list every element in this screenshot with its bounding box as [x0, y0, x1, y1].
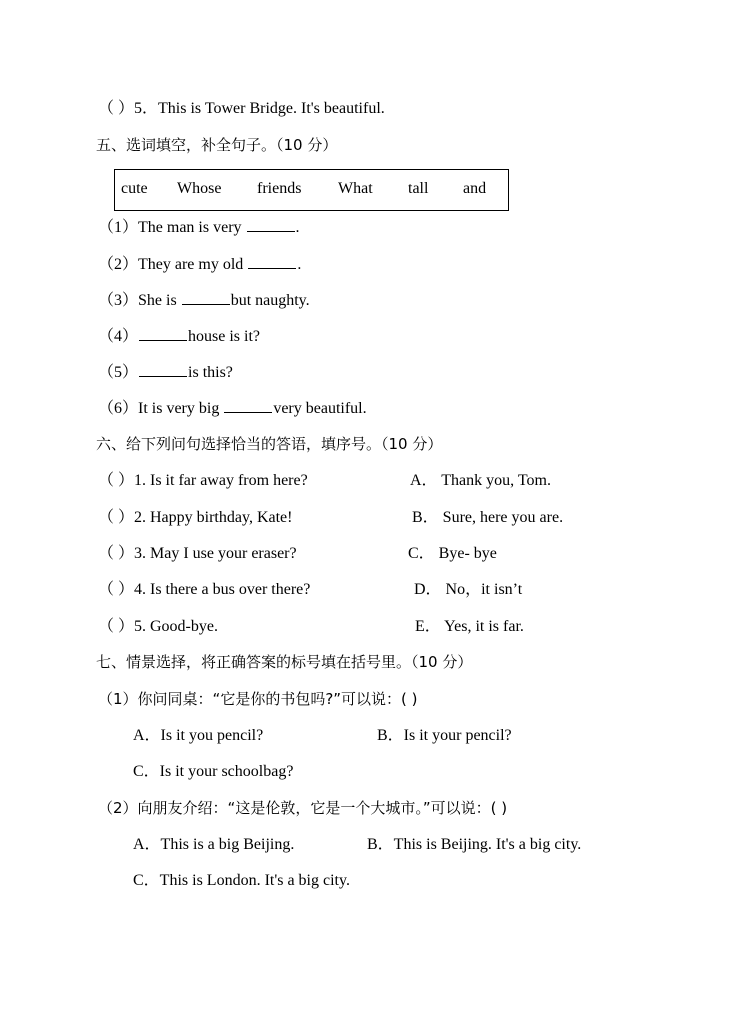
q4-item-5: （ ）5．This is Tower Bridge. It's beautiful.: [98, 100, 385, 117]
fill-item-3: （3）She is but naughty.: [98, 292, 310, 309]
section-7-title: 七、情景选择，将正确答案的标号填在括号里。（10 分）: [96, 653, 473, 671]
answer-blank[interactable]: [182, 290, 230, 305]
scenario-2-option-b: B．This is Beijing. It's a big city.: [367, 836, 582, 853]
word-bank-box: [114, 169, 509, 211]
fill-item-1: （1）The man is very .: [98, 219, 300, 236]
section-6-title: 六、给下列问句选择恰当的答语，填序号。（10 分）: [96, 435, 443, 453]
scenario-1-option-b: B．Is it your pencil?: [377, 727, 512, 744]
scenario-1-prompt: （1）你问同桌：“它是你的书包吗?”可以说：( ): [98, 690, 418, 708]
match-question-5: （ ）5. Good-bye.: [98, 618, 218, 635]
answer-blank[interactable]: [248, 254, 296, 269]
word-bank-word: and: [463, 180, 487, 197]
fill-item-2: （2）They are my old .: [98, 256, 302, 273]
answer-blank[interactable]: [224, 398, 272, 413]
scenario-1-option-c: C．Is it your schoolbag?: [133, 763, 294, 780]
match-question-1: （ ）1. Is it far away from here?: [98, 472, 308, 489]
scenario-2-option-c: C．This is London. It's a big city.: [133, 872, 350, 889]
word-bank-word: cute: [121, 180, 148, 197]
answer-blank[interactable]: [247, 217, 295, 232]
word-bank-word: Whose: [177, 180, 222, 197]
answer-blank[interactable]: [139, 362, 187, 377]
word-bank-word: tall: [408, 180, 429, 197]
answer-blank[interactable]: [139, 326, 187, 341]
section-5-title: 五、选词填空，补全句子。（10 分）: [96, 136, 338, 154]
match-answer-a: A． Thank you, Tom.: [410, 472, 551, 489]
match-question-4: （ ）4. Is there a bus over there?: [98, 581, 311, 598]
match-answer-b: B． Sure, here you are.: [412, 509, 564, 526]
word-bank-word: What: [338, 180, 373, 197]
scenario-1-option-a: A．Is it you pencil?: [133, 727, 264, 744]
match-answer-c: C． Bye- bye: [408, 545, 497, 562]
fill-item-5: （5） is this?: [98, 364, 233, 381]
word-bank-word: friends: [257, 180, 302, 197]
match-question-2: （ ）2. Happy birthday, Kate!: [98, 509, 293, 526]
match-question-3: （ ）3. May I use your eraser?: [98, 545, 297, 562]
scenario-2-prompt: （2）向朋友介绍：“这是伦敦，它是一个大城市。”可以说：( ): [98, 799, 508, 817]
match-answer-e: E． Yes, it is far.: [415, 618, 524, 635]
match-answer-d: D． No，it isn’t: [414, 581, 523, 598]
scenario-2-option-a: A．This is a big Beijing.: [133, 836, 295, 853]
fill-item-4: （4） house is it?: [98, 328, 261, 345]
fill-item-6: （6）It is very big very beautiful.: [98, 400, 367, 417]
